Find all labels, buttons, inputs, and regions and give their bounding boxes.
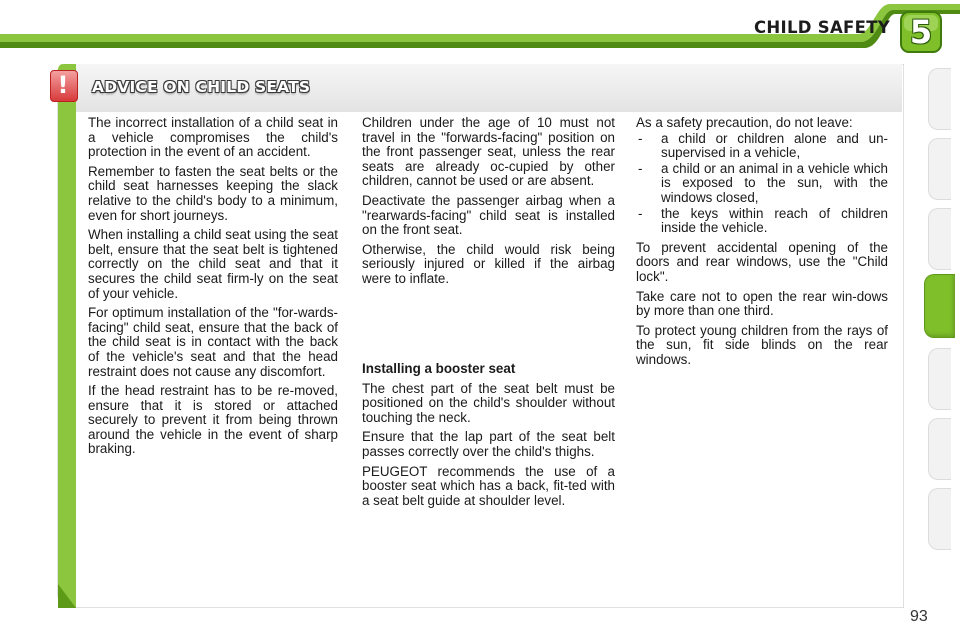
text-column-2 (362, 116, 615, 292)
list-item-text: the keys within reach of children inside the vehicle. (661, 205, 888, 236)
chapter-number: 5 (909, 13, 933, 51)
paragraph: Ensure that the lap part of the seat belt passes correctly over the child's thighs. (362, 429, 615, 459)
chapter-tab[interactable] (928, 418, 951, 480)
page-number: 93 (910, 608, 928, 625)
paragraph: When installing a child seat using the seat belt, ensure that the seat belt is tightened correctly on the child seat and that it secures the child seat firm-ly on the seat of your vehicle. (88, 227, 338, 301)
chapter-tab[interactable] (928, 348, 951, 410)
booster-heading: Installing a booster seat (362, 361, 516, 376)
chapter-tab[interactable] (928, 138, 951, 200)
paragraph: If the head restraint has to be re-moved, ensure that it is stored or attached securely to prevent it from being thrown around the vehicle in the event of sharp braking. (88, 383, 338, 457)
list-item (636, 132, 888, 161)
section-title: ADVICE ON CHILD SEATS (92, 78, 311, 96)
booster-seat-section (362, 362, 615, 513)
paragraph: Children under the age of 10 must not travel in the "forwards-facing" position on the front passenger seat, unless the rear seats are already oc-cupied by other children, cannot be used or are absent. (362, 115, 615, 189)
chapter-tab-strip (924, 68, 960, 578)
paragraph: Deactivate the passenger airbag when a "rearwards-facing" child seat is installed on the front seat. (362, 192, 615, 238)
paragraph: The incorrect installation of a child seat in a vehicle compromises the child's protection in the event of an accident. (88, 115, 338, 160)
chapter-tab[interactable] (928, 488, 951, 550)
paragraph: To prevent accidental opening of the doors and rear windows, use the "Child lock". (636, 239, 888, 284)
list-item (636, 162, 888, 206)
exclamation-warning-icon: ! (57, 71, 69, 99)
list-item-text: a child or an animal in a vehicle which is exposed to the sun, with the windows closed, (661, 160, 888, 205)
bullet-marker: - (638, 205, 643, 221)
paragraph: PEUGEOT recommends the use of a booster seat which has a back, fit-ted with a seat belt guide at shoulder level. (362, 463, 615, 508)
chapter-title: CHILD SAFETY (753, 18, 890, 37)
list-item-text: a child or children alone and un-supervised in a vehicle, (661, 130, 888, 161)
list-item (636, 207, 888, 236)
text-column-3 (636, 116, 888, 373)
paragraph: For optimum installation of the "for-wards-facing" child seat, ensure that the back of the child seat is in contact with the back of the vehicle's seat and that the head restraint does not cause any discomfort. (88, 305, 338, 379)
paragraph: As a safety precaution, do not leave: (636, 115, 853, 130)
text-column-1 (88, 116, 338, 462)
paragraph: To protect young children from the rays of the sun, fit side blinds on the rear windows. (636, 322, 888, 367)
chapter-tab[interactable] (928, 208, 951, 270)
paragraph: Take care not to open the rear win-dows by more than one third. (636, 288, 888, 319)
chapter-tab[interactable] (928, 68, 951, 130)
bullet-marker: - (638, 160, 643, 176)
chapter-tab-active[interactable] (924, 274, 955, 338)
paragraph: Otherwise, the child would risk being seriously injured or killed if the airbag were to inflate. (362, 241, 615, 286)
bullet-marker: - (638, 130, 643, 146)
paragraph: The chest part of the seat belt must be positioned on the child's shoulder without touching the neck. (362, 380, 615, 425)
paragraph: Remember to fasten the seat belts or the child seat harnesses keeping the slack relative to the child's body to a minimum, even for short journeys. (88, 163, 338, 223)
